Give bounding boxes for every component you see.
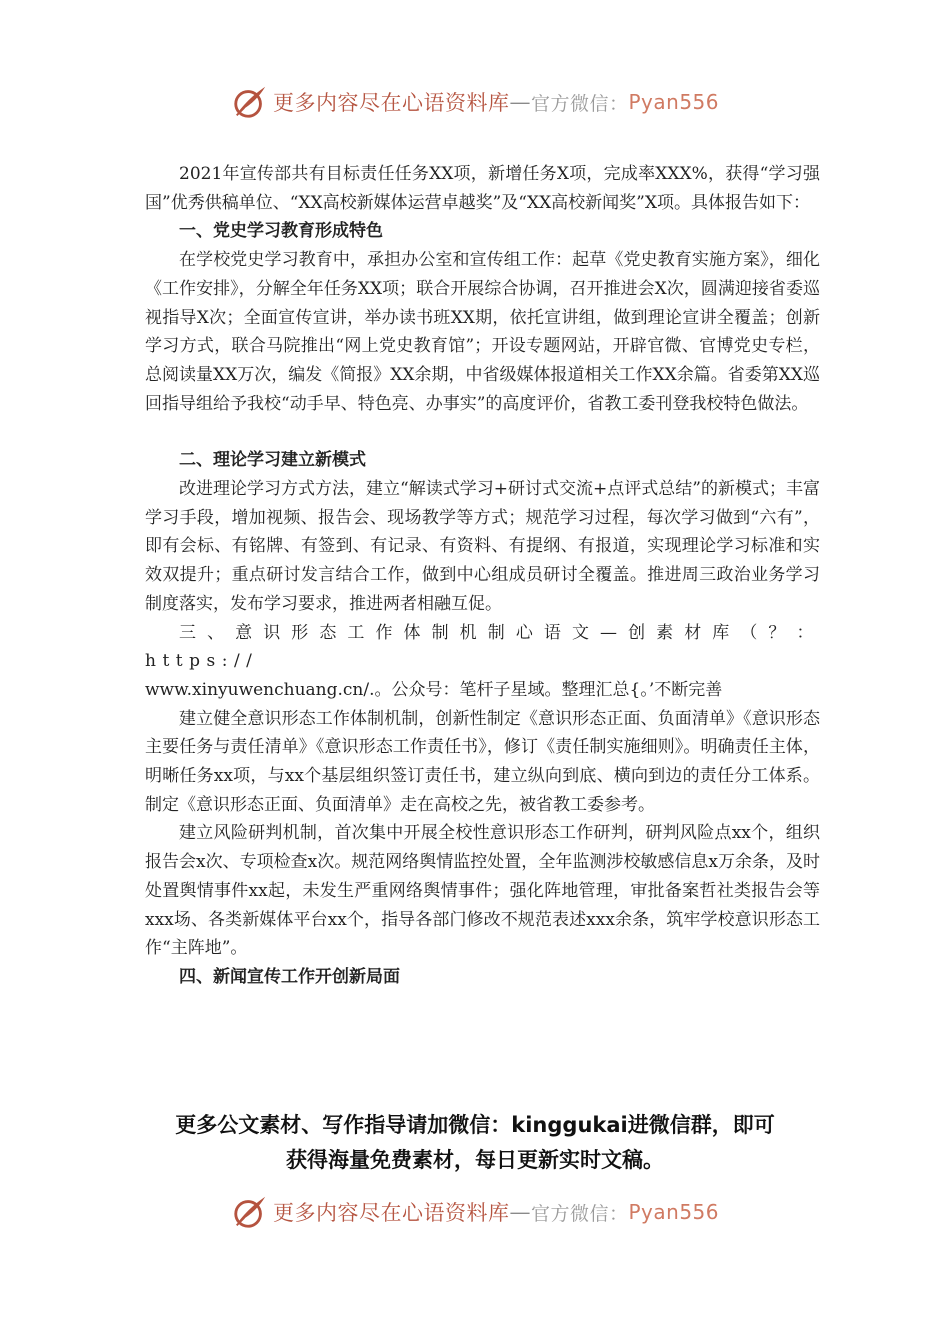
footer-banner-title: 更多内容尽在心语资料库: [272, 1201, 510, 1225]
section-heading-3-line1: 三、意识形态工作体制机制心语文—创素材库（？：https://: [145, 622, 820, 672]
banner-title: 更多内容尽在心语资料库: [272, 91, 510, 115]
footer-banner-wechat-label: 官方微信：: [530, 1202, 629, 1225]
blank-line: [145, 418, 820, 446]
section-heading-1: 一、党史学习教育形成特色: [179, 221, 383, 242]
quill-logo-icon: [231, 83, 269, 121]
section2-paragraph: 改进理论学习方式方法，建立“解读式学习+研讨式交流+点评式总结”的新模式；丰富学习手段，增加视频、报告会、现场教学等方式；规范学习过程，每次学习做到“六有”，即有会标、有铭牌、有签到、有记录、有资料、有提纲、有报道，实现理论学习标准和实效双提升；重点研讨发言结合工作，做到中心组成员研讨全覆盖。推进周三政治业务学习制度落实，发布学习要求，推进两者相融互促。: [145, 479, 820, 614]
section-heading-3-line2: www.xinyuwenchuang.cn/.。公众号：笔杆子星域。整理汇总{。’不断完善: [145, 679, 723, 700]
banner-wechat-label: 官方微信：: [530, 92, 629, 115]
section3-paragraph-2: 建立风险研判机制，首次集中开展全校性意识形态工作研判，研判风险点xx个，组织报告会x次、专项检查x次。规范网络舆情监控处置，全年监测涉校敏感信息x万余条，及时处置舆情事件xx起，未发生严重网络舆情事件；强化阵地管理，审批备案哲社类报告会等xxx场、各类新媒体平台xx个，指导各部门修改不规范表述xxx余条，筑牢学校意识形态工作“主阵地”。: [145, 823, 820, 959]
promo-block: [0, 1108, 950, 1178]
promo-line-1: 更多公文素材、写作指导请加微信：kinggukai进微信群，即可: [175, 1113, 775, 1137]
section-heading-4: 四、新闻宣传工作开创新局面: [179, 966, 400, 987]
footer-banner-wechat-id: Pyan556: [628, 1200, 720, 1224]
footer-banner: [0, 1190, 950, 1234]
banner-wechat-id: Pyan556: [628, 90, 720, 114]
quill-logo-icon: [231, 1193, 269, 1231]
section3-paragraph-1: 建立健全意识形态工作体制机制，创新性制定《意识形态正面、负面清单》《意识形态主要任务与责任清单》《意识形态工作责任书》，修订《责任制实施细则》。明确责任主体，明晰任务xx项，与xx个基层组织签订责任书，建立纵向到底、横向到边的责任分工体系。制定《意识形态正面、负面清单》走在高校之先，被省教工委参考。: [145, 708, 820, 815]
header-banner: [0, 80, 950, 124]
promo-line-2: 获得海量免费素材，每日更新实时文稿。: [286, 1148, 664, 1172]
section-heading-2: 二、理论学习建立新模式: [179, 450, 366, 471]
banner-dash: —: [509, 90, 531, 114]
footer-banner-dash: —: [509, 1200, 531, 1224]
document-body: [145, 160, 820, 992]
section1-paragraph: 在学校党史学习教育中，承担办公室和宣传组工作：起草《党史教育实施方案》，细化《工作安排》，分解全年任务XX项；联合开展综合协调，召开推进会X次，圆满迎接省委巡视指导X次；全面宣传宣讲，举办读书班XX期，依托宣讲组，做到理论宣讲全覆盖；创新学习方式，联合马院推出“网上党史教育馆”；开设专题网站，开辟官微、官博党史专栏，总阅读量XX万次，编发《简报》XX余期，中省级媒体报道相关工作XX余篇。省委第XX巡回指导组给予我校“动手早、特色亮、办事实”的高度评价，省教工委刊登我校特色做法。: [145, 250, 820, 414]
intro-paragraph: 2021年宣传部共有目标责任任务XX项，新增任务X项，完成率XXX%，获得“学习强国”优秀供稿单位、“XX高校新媒体运营卓越奖”及“XX高校新闻奖”X项。具体报告如下：: [145, 164, 820, 213]
